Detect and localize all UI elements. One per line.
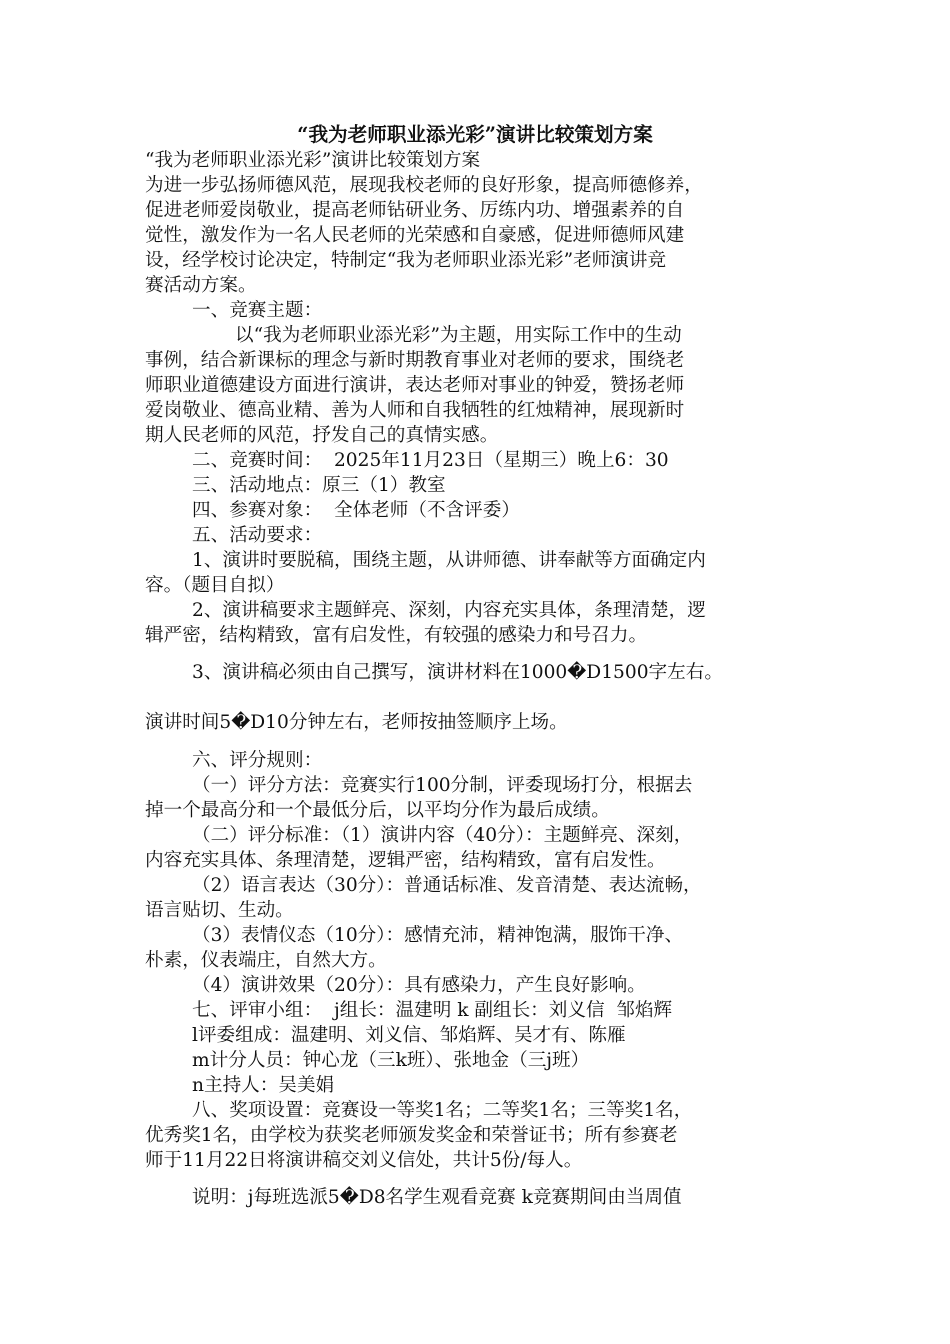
section-heading: 七、评审小组： j组长：温建明 k 副组长：刘义信 邹焰辉 xyxy=(192,1000,673,1021)
body-line: 容。（题目自拟） xyxy=(145,575,285,596)
body-line: 1、演讲时要脱稿，围绕主题，从讲师德、讲奉献等方面确定内 xyxy=(192,550,706,571)
body-line: 辑严密，结构精致，富有启发性，有较强的感染力和号召力。 xyxy=(145,625,648,646)
body-line: 以“我为老师职业添光彩”为主题，用实际工作中的生动 xyxy=(235,325,682,346)
body-line: 期人民老师的风范，抒发自己的真情实感。 xyxy=(145,425,499,446)
body-line: 2、演讲稿要求主题鲜亮、深刻，内容充实具体，条理清楚，逻 xyxy=(192,600,706,621)
intro-line: 设，经学校讨论决定，特制定“我为老师职业添光彩”老师演讲竞 xyxy=(145,250,667,271)
body-line: 掉一个最高分和一个最低分后，以平均分作为最后成绩。 xyxy=(145,800,610,821)
body-line: l评委组成：温建明、刘义信、邹焰辉、吴才有、陈雁 xyxy=(192,1025,626,1046)
body-line: 内容充实具体、条理清楚，逻辑严密，结构精致，富有启发性。 xyxy=(145,850,666,871)
intro-line: 赛活动方案。 xyxy=(145,275,257,296)
body-line: （一）评分方法：竞赛实行100分制，评委现场打分，根据去 xyxy=(192,775,693,796)
section-heading: 二、竞赛时间： 2025年11月23日（星期三）晚上6：30 xyxy=(192,450,669,471)
section-heading: 五、活动要求： xyxy=(192,525,323,546)
body-line: n主持人：吴美娟 xyxy=(192,1075,335,1096)
note-line: 说明：j每班选派5�D8名学生观看竞赛 k竞赛期间由当周值 xyxy=(192,1187,682,1208)
body-line: 演讲时间5�D10分钟左右，老师按抽签顺序上场。 xyxy=(145,712,568,733)
body-line: （3）表情仪态（10分）：感情充沛，精神饱满，服饰干净、 xyxy=(192,925,684,946)
section-heading: 六、评分规则： xyxy=(192,750,323,771)
body-line: 师于11月22日将演讲稿交刘义信处，共计5份/每人。 xyxy=(145,1150,583,1171)
intro-line: 觉性，激发作为一名人民老师的光荣感和自豪感，促进师德师风建 xyxy=(145,225,685,246)
body-line: 师职业道德建设方面进行演讲，表达老师对事业的钟爱，赞扬老师 xyxy=(145,375,685,396)
body-line: 朴素，仪表端庄，自然大方。 xyxy=(145,950,387,971)
body-line: 爱岗敬业、德高业精、善为人师和自我牺牲的红烛精神，展现新时 xyxy=(145,400,685,421)
body-line: （二）评分标准：（1）演讲内容（40分）：主题鲜亮、深刻， xyxy=(192,825,693,846)
document-title: “我为老师职业添光彩”演讲比较策划方案 xyxy=(297,123,653,146)
section-heading: 八、奖项设置：竞赛设一等奖1名；二等奖1名；三等奖1名， xyxy=(192,1100,693,1121)
body-line: 事例，结合新课标的理念与新时期教育事业对老师的要求，围绕老 xyxy=(145,350,685,371)
body-line: 3、演讲稿必须由自己撰写，演讲材料在1000�D1500字左右。 xyxy=(192,662,723,683)
section-heading: 一、竞赛主题： xyxy=(192,300,323,321)
section-heading: 四、参赛对象： 全体老师（不含评委） xyxy=(192,500,520,521)
intro-line: 促进老师爱岗敬业，提高老师钻研业务、厉练内功、增强素养的自 xyxy=(145,200,685,221)
section-heading: 三、活动地点：原三（1）教室 xyxy=(192,475,446,496)
body-line: 优秀奖1名，由学校为获奖老师颁发奖金和荣誉证书；所有参赛老 xyxy=(145,1125,678,1146)
body-line: 语言贴切、生动。 xyxy=(145,900,294,921)
body-line: （4）演讲效果（20分）：具有感染力，产生良好影响。 xyxy=(192,975,646,996)
body-line: （2）语言表达（30分）：普通话标准、发音清楚、表达流畅， xyxy=(192,875,702,896)
body-line: m计分人员：钟心龙（三k班）、张地金（三j班） xyxy=(192,1050,590,1071)
intro-line: 为进一步弘扬师德风范，展现我校老师的良好形象，提高师德修养， xyxy=(145,175,703,196)
subtitle-line: “我为老师职业添光彩”演讲比较策划方案 xyxy=(145,150,481,171)
